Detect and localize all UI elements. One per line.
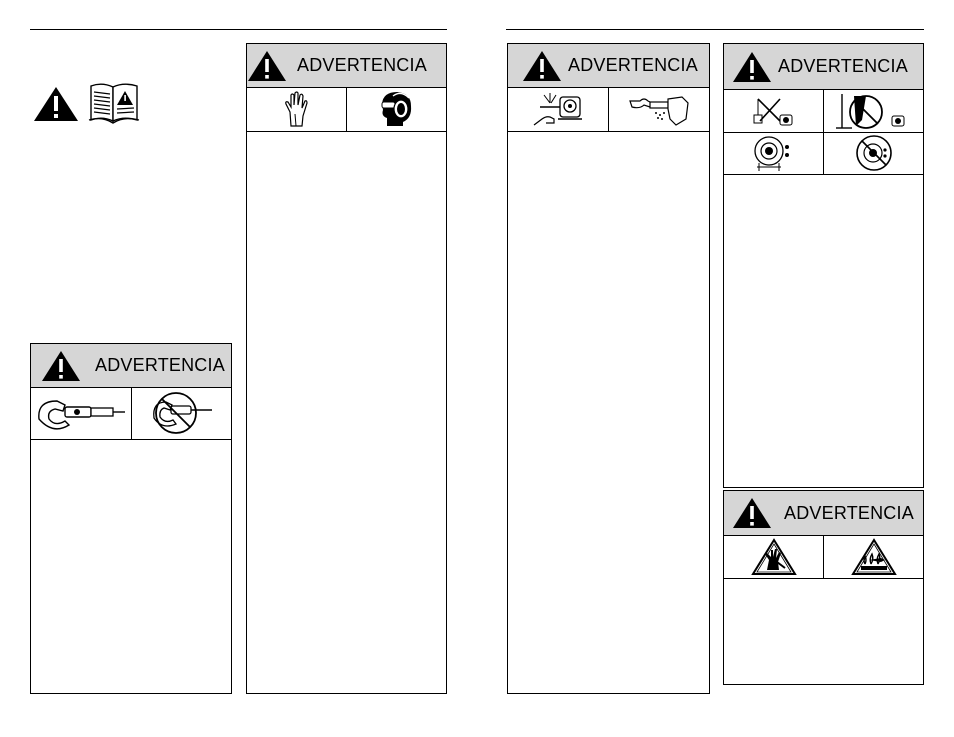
hose-leak-icon: [608, 87, 709, 131]
hearing-eye-protection-icon: [346, 87, 446, 131]
hot-surface-hazard-icon: [823, 535, 923, 578]
warning-label: ADVERTENCIA: [778, 56, 908, 76]
no-reel-touch-icon: [823, 89, 923, 132]
warning-header: [724, 491, 923, 536]
reel-rotation-icon: [724, 132, 823, 174]
no-reel-rotation-icon: [823, 132, 923, 174]
warning-panel-ppe: [246, 43, 447, 694]
warning-panel-hose-handling: [507, 43, 710, 694]
warning-triangle-icon: [41, 350, 101, 382]
gloves-icon: [247, 87, 346, 131]
warning-header: [724, 44, 923, 90]
hand-crush-hazard-icon: [724, 535, 823, 578]
warning-panel-hazards: [723, 490, 924, 685]
warning-label: ADVERTENCIA: [297, 55, 427, 75]
warning-header: [508, 44, 709, 88]
warning-header: [31, 344, 231, 388]
warning-panel-reel-rotation: [723, 43, 924, 488]
warning-label: ADVERTENCIA: [568, 55, 698, 75]
no-hose-coupling-icon: [131, 387, 232, 439]
warning-triangle-icon: [732, 497, 792, 529]
warning-label: ADVERTENCIA: [784, 502, 914, 523]
warning-triangle-icon: [33, 86, 79, 127]
warning-panel-hose-coupling: [30, 343, 232, 694]
hand-hose-reel-icon: [508, 87, 608, 131]
warning-header: [247, 44, 446, 88]
top-rule-right: [506, 29, 924, 30]
no-reel-tip-icon: [724, 89, 823, 132]
hose-coupling-icon: [31, 387, 131, 439]
warning-label: ADVERTENCIA: [95, 355, 225, 375]
read-manual-icon: [88, 82, 140, 129]
top-rule-left: [30, 29, 447, 30]
